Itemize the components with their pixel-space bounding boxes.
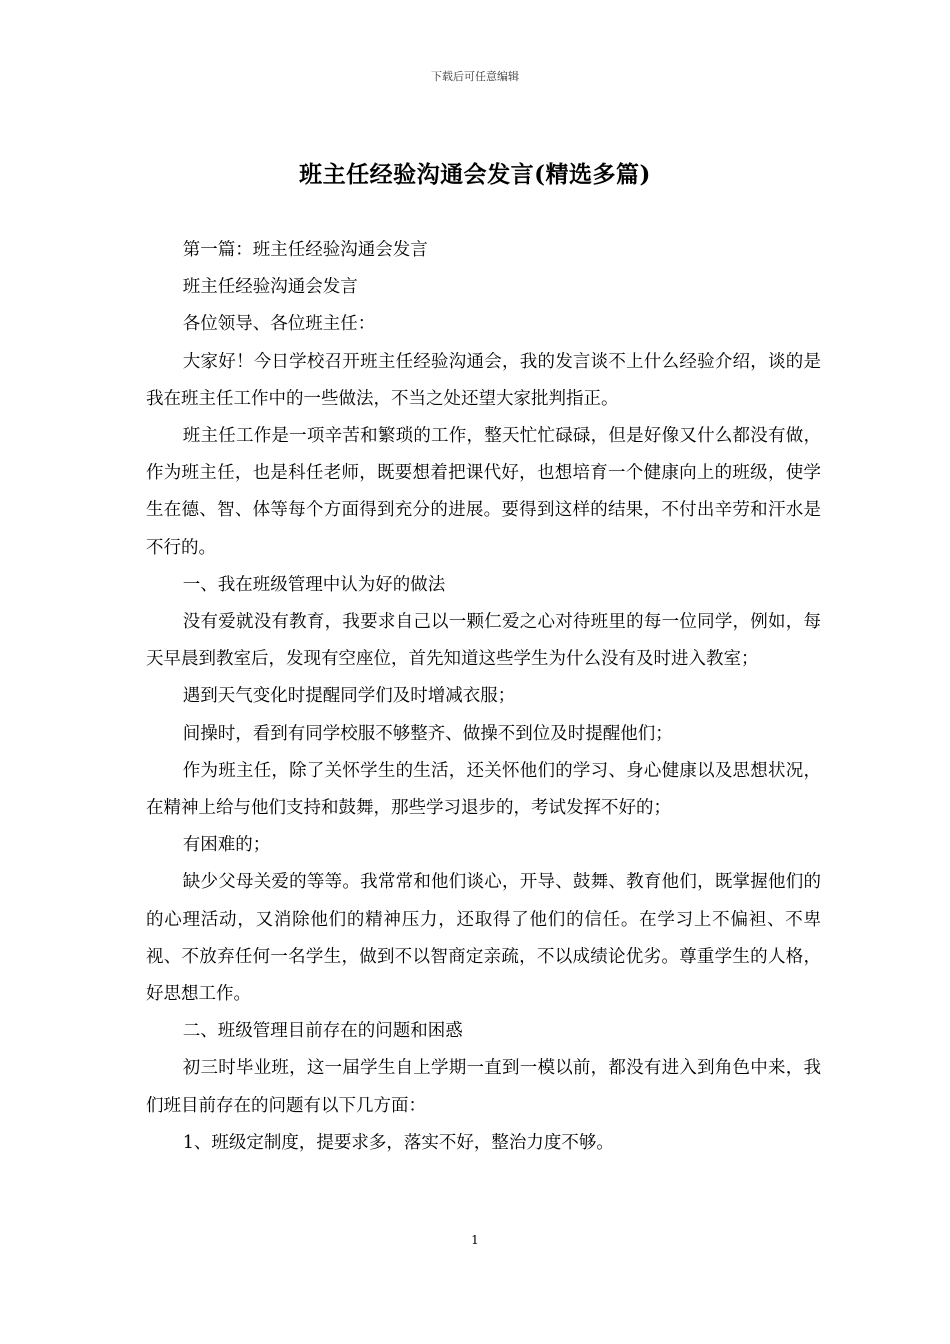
- page-number: 1: [471, 1233, 479, 1247]
- header-note: 下载后可任意编辑: [431, 70, 519, 83]
- paragraph: 班主任工作是一项辛苦和繁琐的工作，整天忙忙碌碌，但是好像又什么都没有做，作为班主任，也是科任老师，既要想着把课代好，也想培育一个健康向上的班级，使学生在德、智、体等每个方面得到充分的进展。要得到这样的结果，不付出辛劳和汗水是不行的。: [146, 426, 821, 558]
- paragraph: 缺少父母关爱的等等。我常常和他们谈心，开导、鼓舞、教育他们，既掌握他们的的心理活动，又消除他们的精神压力，还取得了他们的信任。在学习上不偏袒、不卑视、不放弃任何一名学生，做到不以智商定亲疏，不以成绩论优劣。尊重学生的人格，好思想工作。: [146, 872, 821, 1005]
- section-heading: 一、我在班级管理中认为好的做法: [182, 574, 446, 595]
- paragraph: 初三时毕业班，这一届学生自上学期一直到一模以前，都没有进入到角色中来，我们班目前存在的问题有以下几方面：: [146, 1058, 821, 1116]
- subtitle: 班主任经验沟通会发言: [182, 277, 358, 298]
- paragraph: 作为班主任，除了关怀学生的生活，还关怀他们的学习、身心健康以及思想状况，在精神上给与他们支持和鼓舞，那些学习退步的，考试发挥不好的；: [146, 760, 821, 819]
- paragraph: 没有爱就没有教育，我要求自己以一颗仁爱之心对待班里的每一位同学，例如，每天早晨到教室后，发现有空座位，首先知道这些学生为什么没有及时进入教室；: [146, 612, 821, 670]
- salutation: 各位领导、各位班主任：: [182, 314, 376, 335]
- document-title: 班主任经验沟通会发言(精选多篇): [299, 161, 651, 188]
- section-heading: 第一篇：班主任经验沟通会发言: [182, 240, 428, 260]
- section-heading: 二、班级管理目前存在的问题和困惑: [182, 1021, 463, 1042]
- paragraph: 大家好！今日学校召开班主任经验沟通会，我的发言谈不上什么经验介绍，谈的是我在班主任工作中的一些做法，不当之处还望大家批判指正。: [146, 351, 821, 409]
- document-body: [146, 232, 821, 1162]
- paragraph: 有困难的；: [182, 835, 271, 856]
- paragraph: 间操时，看到有同学校服不够整齐、做操不到位及时提醒他们；: [182, 723, 673, 744]
- paragraph: 遇到天气变化时提醒同学们及时增减衣服；: [182, 686, 516, 707]
- paragraph: 1、班级定制度，提要求多，落实不好，整治力度不够。: [182, 1132, 614, 1153]
